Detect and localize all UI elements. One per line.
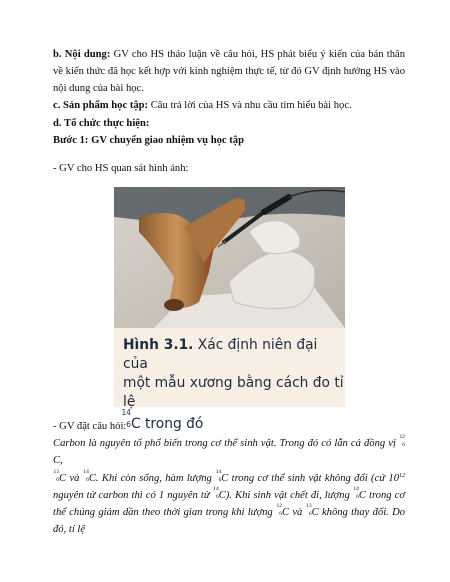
carbon-14-nuclide: 14 6 <box>121 408 131 430</box>
caption-line-3: 14 6 C trong đó <box>121 408 204 433</box>
observe-instruction: - GV cho HS quan sát hình ảnh: <box>53 162 189 174</box>
section-b-text: GV cho HS thảo luận về câu hỏi, HS phát biểu ý kiến của bản thân về kiến thức đã học kết hợp với kinh nghiệm thực tế, từ đó GV định hướng HS vào nội dung của bài học. <box>53 49 405 95</box>
document-page <box>53 46 405 538</box>
isotope-c13: 13 6 <box>306 502 312 517</box>
isotope-c12: 12 6 <box>399 434 405 449</box>
caption-line-1-text: Xác định niên đại của <box>123 337 318 373</box>
isotope-c12: 12 6 <box>276 502 282 517</box>
figure-caption <box>114 328 345 433</box>
section-d-heading: d. Tổ chức thực hiện: <box>53 117 150 129</box>
isotope-c14: 14 6 <box>353 485 359 500</box>
question-paragraph: Carbon là nguyên tố phổ biến trong cơ thể sinh vật. Trong đó có lẫn cả đồng vị 12 6 C, 13 6 C và 14 6 C. Khi còn sống, hàm lượng 14 6 C trong cơ thể sinh vật không đổi (cứ $10^{12}$ nguyên tử carbon thì có 1 nguyên tử 14 6 C). Khi sinh vật chết đi, lượng 14 6 C trong cơ thể chúng giảm dần theo thời gian trong khi lượng 12 6 C và 13 6 C không thay đổi. Do đó, tỉ lệ <box>53 434 406 536</box>
isotope-c13: 13 6 <box>53 468 59 483</box>
section-b-label: b. Nội dung: <box>53 49 111 60</box>
bone-measurement-photo <box>114 187 345 328</box>
section-c-paragraph <box>53 97 405 114</box>
step1-heading: Bước 1: GV chuyển giao nhiệm vụ học tập <box>53 134 244 146</box>
caption-line-1 <box>123 336 345 374</box>
section-c-label: c. Sản phẩm học tập: <box>53 100 149 112</box>
isotope-c14: 14 6 <box>83 468 89 483</box>
isotope-c14: 14 6 <box>215 468 222 483</box>
section-b-paragraph <box>53 46 405 97</box>
question-intro: - GV đặt câu hỏi: <box>53 421 127 433</box>
exponent-12: 12 <box>399 472 406 479</box>
figure-3-1 <box>114 187 345 433</box>
caption-number: Hình 3.1. <box>123 337 194 354</box>
section-c-text: Câu trả lời của HS và nhu cầu tìm hiểu bài học. <box>148 100 352 112</box>
caption-line-2: một mẫu xương bằng cách đo tỉ lệ <box>123 375 344 411</box>
isotope-c14: 14 6 <box>213 485 219 500</box>
